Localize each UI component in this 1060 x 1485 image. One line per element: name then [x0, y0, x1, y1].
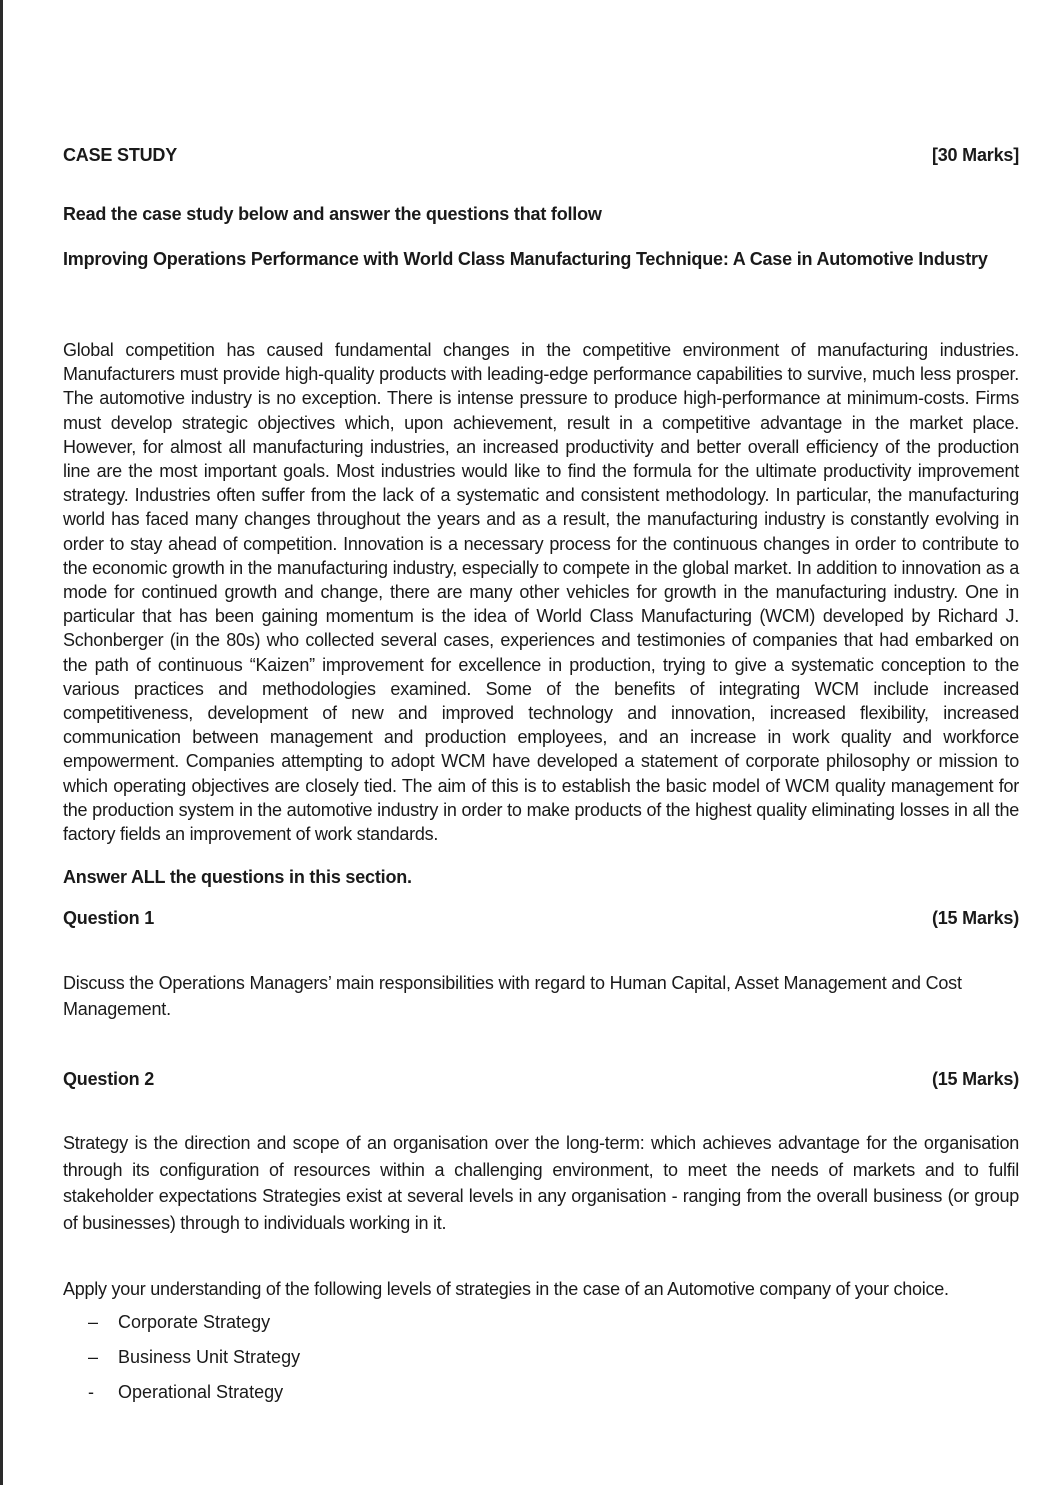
strategy-level-corporate: Corporate Strategy — [118, 1312, 271, 1332]
question-2-label: Question 2 — [63, 1069, 155, 1089]
instruction-line: Read the case study below and answer the questions that follow — [63, 204, 602, 224]
question-2-apply-instruction: Apply your understanding of the following levels of strategies in the case of an Automotive company of your choice. — [63, 1279, 949, 1299]
list-item — [88, 1312, 300, 1347]
list-item — [88, 1347, 300, 1382]
question-1-label: Question 1 — [63, 908, 155, 928]
page-left-edge — [0, 0, 3, 1485]
case-study-header — [63, 145, 1019, 166]
answer-all-instruction: Answer ALL the questions in this section. — [63, 867, 412, 887]
question-1-header — [63, 908, 1019, 929]
case-body-paragraph: Global competition has caused fundamental changes in the competitive environment of manufacturing industries. Manufacturers must provide high-quality products with leading-edge performance capabilities to survive, much less prosper. The automotive industry is no exception. There is intense pressure to produce high-performance at minimum-costs. Firms must develop strategic objectives which, upon achievement, result in a competitive advantage in the market place. However, for almost all manufacturing industries, an increased productivity and better overall efficiency of the production line are the most important goals. Most industries would like to find the formula for the ultimate productivity improvement strategy. Industries often suffer from the lack of a systematic and consistent methodology. In particular, the manufacturing world has faced many changes throughout the years and as a result, the manufacturing industry is constantly evolving in order to stay ahead of competition. Innovation is a necessary process for the continuous changes in order to contribute to the economic growth in the manufacturing industry, especially to compete in the global market. In addition to innovation as a mode for continued growth and change, there are many other vehicles for growth in the manufacturing industry. One in particular that has been gaining momentum is the idea of World Class Manufacturing (WCM) developed by Richard J. Schonberger (in the 80s) who collected several cases, experiences and testimonies of companies that had embarked on the path of continuous “Kaizen” improvement for excellence in production, trying to give a systematic conception to the various practices and methodologies examined. Some of the benefits of integrating WCM include increased competitiveness, development of new and improved technology and innovation, increased flexibility, increased communication between management and production employees, and an increase in work quality and workforce empowerment. Companies attempting to adopt WCM have developed a statement of corporate philosophy or mission to which operating objectives are closely tied. The aim of this is to establish the basic model of WCM quality management for the production system in the automotive industry in order to make products of the highest quality eliminating losses in all the factory fields an improvement of work standards. — [63, 340, 1019, 845]
case-study-label: CASE STUDY — [63, 145, 178, 165]
strategy-level-business-unit: Business Unit Strategy — [118, 1347, 301, 1367]
strategy-level-operational: Operational Strategy — [118, 1382, 284, 1402]
total-marks: [30 Marks] — [931, 145, 1019, 165]
list-item — [88, 1382, 300, 1417]
question-1-marks: (15 Marks) — [931, 908, 1019, 928]
question-2-text: Strategy is the direction and scope of an organisation over the long-term: which achieves advantage for the organisation through its configuration of resources within a challenging environment, to meet the needs of markets and to fulfil stakeholder expectations Strategies exist at several levels in any organisation - ranging from the overall business (or group of businesses) through to individuals working in it. — [63, 1133, 1019, 1233]
list-dash: - — [88, 1382, 94, 1402]
case-title: Improving Operations Performance with World Class Manufacturing Technique: A Case in Automotive Industry — [63, 249, 988, 269]
question-1-text: Discuss the Operations Managers’ main responsibilities with regard to Human Capital, Asset Management and Cost Management. — [63, 973, 962, 1019]
question-2-header — [63, 1069, 1019, 1090]
list-dash: – — [88, 1347, 99, 1367]
question-2-marks: (15 Marks) — [931, 1069, 1019, 1089]
list-dash: – — [88, 1312, 99, 1332]
strategy-levels-list — [88, 1312, 300, 1417]
